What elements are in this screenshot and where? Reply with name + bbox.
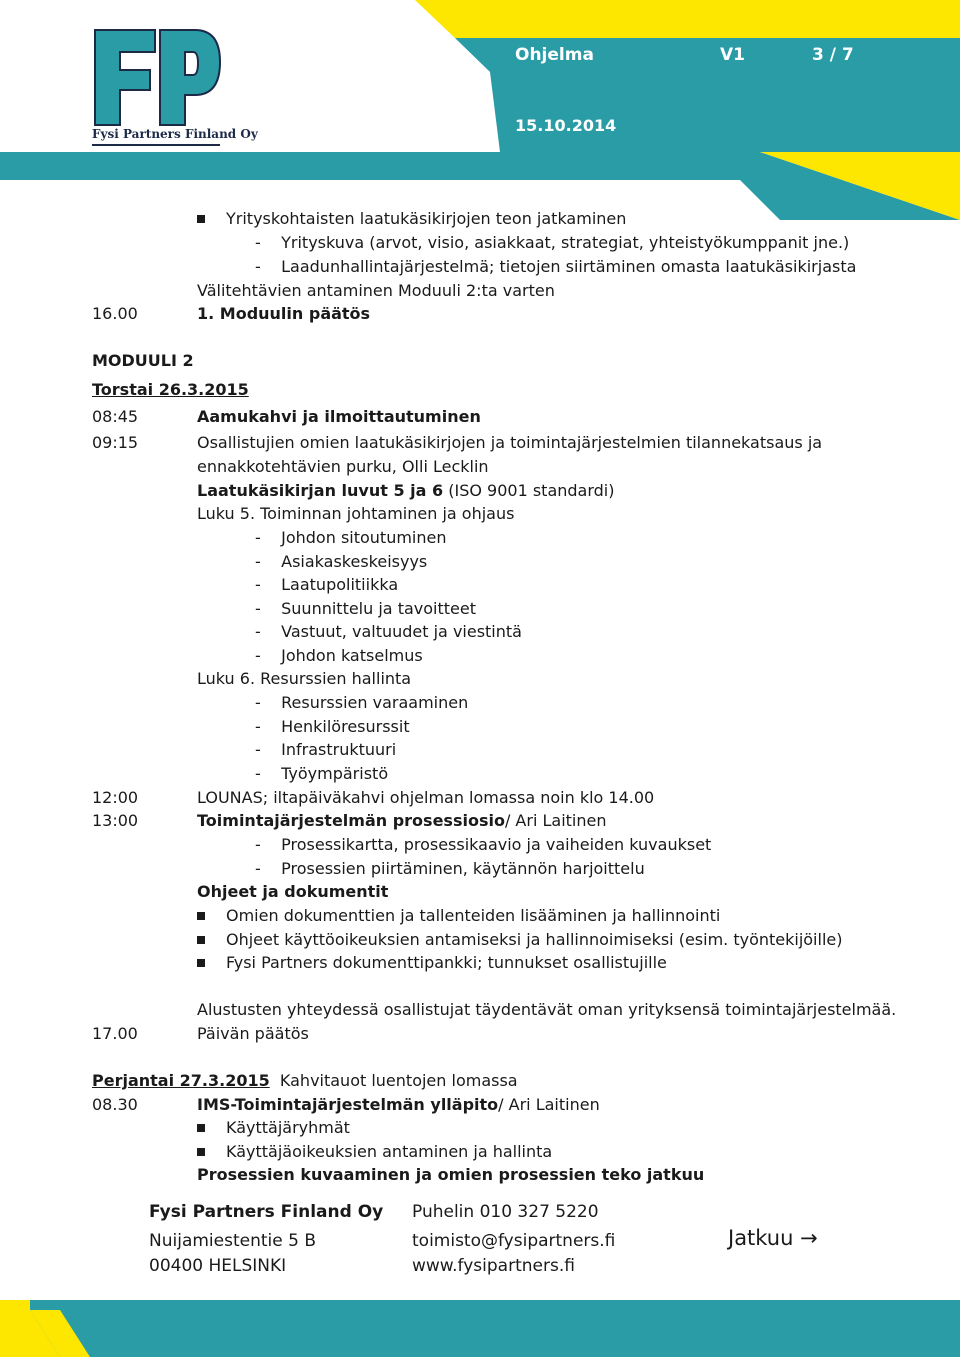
dash-list-item: - Prosessien piirtäminen, käytännön harjoittelu [255, 858, 645, 878]
chapter-heading: Luku 6. Resurssien hallinta [197, 669, 412, 688]
bullet-icon [197, 215, 205, 223]
session-time: 09:15 [92, 433, 139, 452]
intro-dash-item: - Laadunhallintajärjestelmä; tietojen siirtäminen omasta laatukäsikirjasta [255, 257, 857, 276]
footer-city: 00400 HELSINKI [149, 1256, 287, 1276]
bullet-list-item: Omien dokumenttien ja tallenteiden lisääminen ja hallinnointi [226, 906, 721, 925]
header-version: V1 [720, 45, 745, 65]
session-title: Aamukahvi ja ilmoittautuminen [197, 407, 481, 426]
bullet-icon [197, 959, 205, 967]
session-subheading: Prosessien kuvaaminen ja omien prosessien teko jatkuu [197, 1165, 705, 1184]
dash-list-item: - Henkilöresurssit [255, 716, 410, 736]
session-time: 17.00 [92, 1024, 138, 1043]
day-heading-friday: Perjantai 27.3.2015 Kahvitauot luentojen lomassa [92, 1071, 518, 1090]
session-time: 08.30 [92, 1095, 138, 1114]
bullet-icon [197, 912, 205, 920]
session-time: 08:45 [92, 407, 139, 426]
dash-list-item: - Vastuut, valtuudet ja viestintä [255, 622, 522, 642]
session-time: 13:00 [92, 811, 139, 830]
session-text: LOUNAS; iltapäiväkahvi ohjelman lomassa noin klo 14.00 [197, 788, 655, 807]
dash-list-item: - Työympäristö [255, 763, 389, 783]
bullet-list-item: Ohjeet käyttöoikeuksien antamiseksi ja hallinnoimiseksi (esim. työntekijöille) [226, 929, 843, 949]
intro-line: Välitehtävien antaminen Moduuli 2:ta varten [197, 281, 555, 300]
bullet-list-item: Käyttäjäryhmät [226, 1118, 350, 1137]
session-title: IMS-Toimintajärjestelmän ylläpito/ Ari Laitinen [197, 1095, 600, 1114]
footer-banner [0, 1300, 960, 1357]
note-text: Alustusten yhteydessä osallistujat täydentävät oman yrityksensä toimintajärjestelmää. [197, 1000, 897, 1019]
footer-email[interactable]: toimisto@fysipartners.fi [412, 1231, 616, 1251]
chapter-heading: Luku 5. Toiminnan johtaminen ja ohjaus [197, 504, 515, 523]
session-text: Osallistujien omien laatukäsikirjojen ja toimintajärjestelmien tilannekatsaus ja [197, 433, 823, 452]
dash-list-item: - Asiakaskeskeisyys [255, 551, 428, 571]
dash-list-item: - Prosessikartta, prosessikaavio ja vaiheiden kuvaukset [255, 835, 712, 854]
footer-street: Nuijamiestentie 5 B [149, 1231, 316, 1251]
footer-company: Fysi Partners Finland Oy [149, 1202, 384, 1222]
logo-icon [95, 30, 220, 125]
bullet-icon [197, 1148, 205, 1156]
dash-list-item: - Johdon sitoutuminen [255, 528, 447, 547]
docs-heading: Ohjeet ja dokumentit [197, 882, 389, 901]
footer-phone: Puhelin 010 327 5220 [412, 1202, 599, 1222]
bullet-list-item: Käyttäjäoikeuksien antaminen ja hallinta [226, 1141, 553, 1161]
dash-list-item: - Johdon katselmus [255, 646, 423, 665]
session-text: Päivän päätös [197, 1024, 309, 1043]
session-subheading: Laatukäsikirjan luvut 5 ja 6 (ISO 9001 standardi) [197, 481, 615, 500]
bullet-list-item: Fysi Partners dokumenttipankki; tunnukset osallistujille [226, 953, 667, 973]
bullet-icon [197, 936, 205, 944]
intro-closing: 1. Moduulin päätös [197, 304, 371, 323]
intro-time: 16.00 [92, 304, 138, 323]
header-banner [0, 0, 960, 220]
day-heading-thursday: Torstai 26.3.2015 [92, 380, 249, 399]
session-title: Toimintajärjestelmän prosessiosio/ Ari Laitinen [197, 811, 607, 830]
dash-list-item: - Suunnittelu ja tavoitteet [255, 598, 476, 618]
header-title: Ohjelma [515, 45, 594, 65]
arrow-right-icon: → [800, 1226, 818, 1250]
intro-bullet-text: Yrityskohtaisten laatukäsikirjojen teon jatkaminen [226, 209, 627, 228]
dash-list-item: - Resurssien varaaminen [255, 693, 469, 712]
dash-list-item: - Laatupolitiikka [255, 575, 399, 595]
bullet-icon [197, 1124, 205, 1132]
session-time: 12:00 [92, 788, 139, 807]
module-heading: MODUULI 2 [92, 351, 194, 370]
footer-website[interactable]: www.fysipartners.fi [412, 1256, 575, 1276]
dash-list-item: - Infrastruktuuri [255, 740, 397, 760]
session-text: ennakkotehtävien purku, Olli Lecklin [197, 457, 489, 476]
continue-link[interactable]: Jatkuu → [728, 1226, 818, 1250]
logo-caption: Fysi Partners Finland Oy [92, 127, 258, 141]
header-page-number: 3 / 7 [812, 45, 854, 65]
logo-underline [92, 144, 220, 146]
header-date: 15.10.2014 [515, 116, 617, 135]
intro-dash-item: - Yrityskuva (arvot, visio, asiakkaat, strategiat, yhteistyökumppanit jne.) [255, 233, 850, 252]
